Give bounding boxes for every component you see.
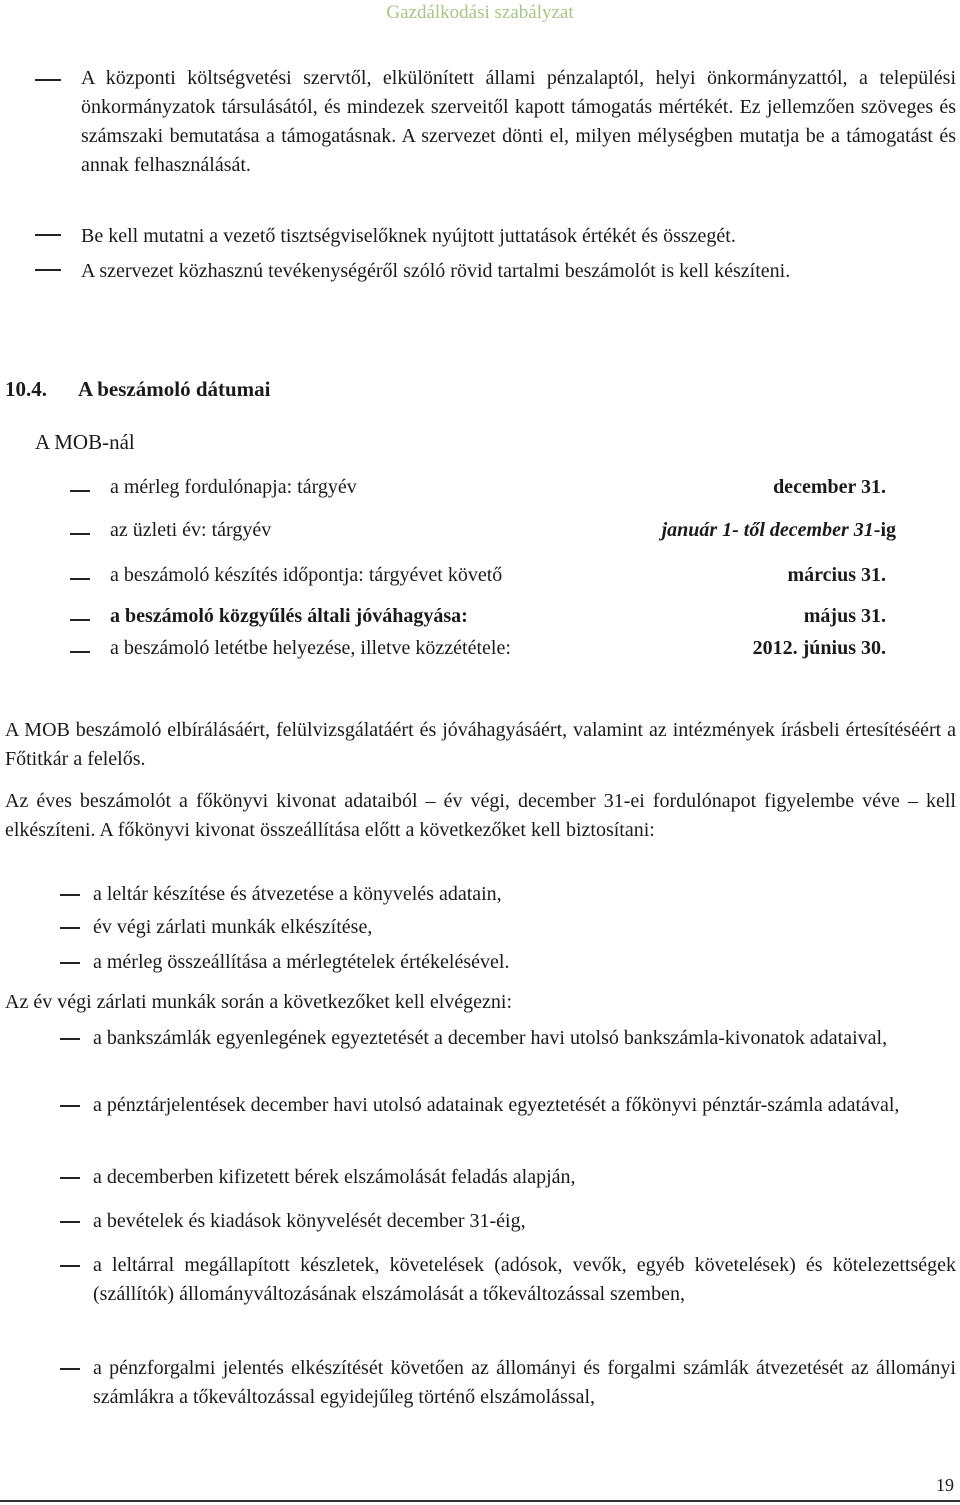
date-row — [70, 476, 886, 506]
document-header: Gazdálkodási szabályzat — [386, 2, 574, 23]
paragraph: A MOB beszámoló elbírálásáért, felülvizsgálatáért és jóváhagyásáért, valamint az intézmények írásbeli értesítéséért a Főtitkár a felelős. — [5, 719, 956, 770]
dash-marker — [70, 533, 90, 535]
list-item-text: a decemberben kifizetett bérek elszámolását feladás alapján, — [93, 1166, 576, 1188]
date-value: március 31. — [787, 564, 886, 586]
dash-marker — [70, 651, 90, 653]
dash-marker — [60, 962, 80, 964]
section-number: 10.4. — [5, 377, 47, 401]
date-label: a mérleg fordulónapja: tárgyév — [110, 476, 357, 498]
date-value: május 31. — [803, 605, 886, 627]
date-value-italic: január 1- től december 31 — [661, 519, 874, 541]
dash-marker — [60, 1265, 80, 1267]
dash-marker — [35, 79, 61, 81]
date-row — [70, 605, 886, 635]
dash-marker — [70, 619, 90, 621]
date-label: a beszámoló készítés időpontja: tárgyévet követő — [110, 564, 503, 586]
paragraph: Az év végi zárlati munkák során a következőket kell elvégezni: — [5, 991, 513, 1013]
dash-marker — [35, 234, 61, 236]
list-item — [60, 1091, 956, 1120]
list-item — [60, 880, 956, 909]
list-item-text: Be kell mutatni a vezető tisztségviselőknek nyújtott juttatások értékét és összegét. — [81, 225, 736, 247]
date-value: 2012. június 30. — [752, 637, 886, 659]
date-row — [70, 564, 886, 594]
dash-marker — [70, 490, 90, 492]
dash-marker — [60, 927, 80, 929]
list-item-text: a leltár készítése és átvezetése a könyvelés adatain, — [93, 883, 502, 905]
dash-marker — [60, 1368, 80, 1370]
page-number: 19 — [936, 1475, 954, 1495]
list-item-text: a mérleg összeállítása a mérlegtételek értékelésével. — [93, 951, 510, 973]
list-item — [60, 1207, 956, 1236]
date-value — [662, 519, 896, 542]
dash-marker — [60, 894, 80, 896]
list-item-text: a bevételek és kiadások könyvelését december 31-éig, — [93, 1210, 526, 1232]
list-item — [60, 1354, 956, 1412]
date-label: az üzleti év: tárgyév — [110, 519, 272, 541]
dash-marker — [60, 1221, 80, 1223]
dash-marker — [60, 1105, 80, 1107]
list-item-text: a pénztárjelentések december havi utolsó adatainak egyeztetését a főkönyvi pénztár-számla adatával, — [93, 1094, 900, 1116]
dash-marker — [60, 1177, 80, 1179]
date-label: a beszámoló közgyűlés általi jóváhagyása: — [110, 605, 468, 627]
list-item — [35, 222, 956, 251]
list-item — [60, 948, 956, 977]
list-item-text: A központi költségvetési szervtől, elkülönített állami pénzalaptól, helyi önkormányzattól, a települési önkormányzatok társulásától, és mindezek szerveitől kapott támogatás mértékét. Ez jellemzően szöveges és számszaki bemutatása a támogatásnak. A szervezet dönti el, milyen mélységben mutatja be a támogatást és annak felhasználását. — [81, 67, 956, 176]
list-item-text: a pénzforgalmi jelentés elkészítését követően az állományi és forgalmi számlák átvezetését az állományi számlákra a tőkeváltozással egyidejűleg történő elszámolással, — [93, 1357, 956, 1408]
date-label: a beszámoló letétbe helyezése, illetve közzététele: — [110, 637, 511, 659]
list-item — [60, 1251, 956, 1309]
list-item — [35, 64, 956, 180]
date-row — [70, 637, 886, 667]
date-value: december 31. — [773, 476, 886, 498]
dash-marker — [70, 578, 90, 580]
date-value-suffix: -ig — [873, 519, 896, 541]
list-item — [35, 257, 956, 286]
dash-marker — [60, 1038, 80, 1040]
list-item-text: a leltárral megállapított készletek, követelések (adósok, vevők, egyéb követelések) és kötelezettségek (szállítók) állományváltozásának elszámolását a tőkeváltozással szemben, — [93, 1254, 956, 1305]
date-row — [70, 519, 896, 549]
section-title: A beszámoló dátumai — [78, 377, 271, 401]
list-item — [60, 913, 956, 942]
list-item-text: A szervezet közhasznú tevékenységéről szóló rövid tartalmi beszámolót is kell készíteni. — [81, 260, 791, 282]
footer-rule — [0, 1500, 960, 1502]
list-item-text: év végi zárlati munkák elkészítése, — [93, 916, 373, 938]
list-item-text: a bankszámlák egyenlegének egyeztetését a december havi utolsó bankszámla-kivonatok adataival, — [93, 1027, 888, 1049]
dash-marker — [35, 269, 61, 271]
paragraph: Az éves beszámolót a főkönyvi kivonat adataiból – év végi, december 31-ei fordulónapot figyelembe véve – kell elkészíteni. A főkönyvi kivonat összeállítása előtt a következőket kell biztosítani: — [5, 790, 956, 841]
list-item — [60, 1024, 956, 1053]
list-item — [60, 1163, 956, 1192]
mob-label: A MOB-nál — [35, 430, 135, 454]
